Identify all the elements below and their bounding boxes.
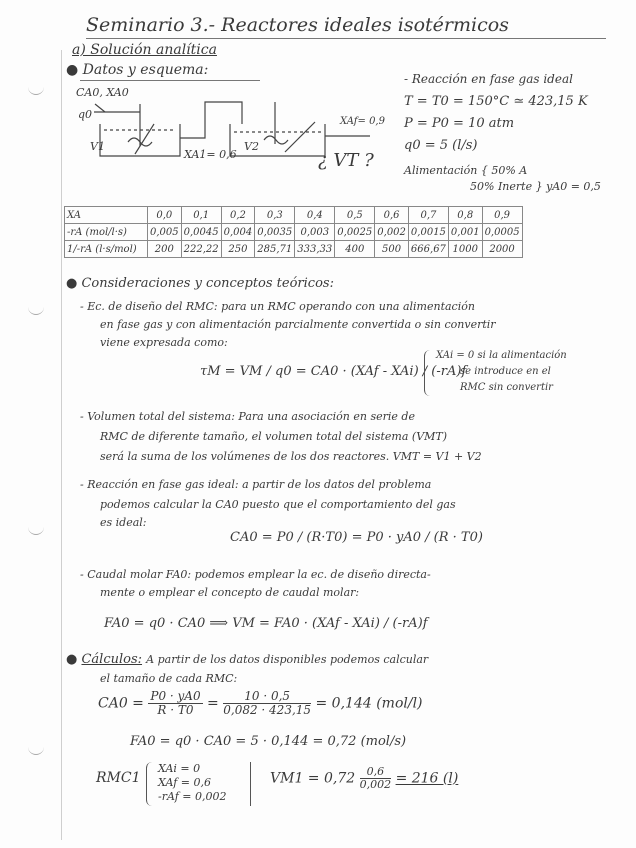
text-line: en fase gas y con alimentación parcialmente convertida o sin convertir <box>100 318 496 331</box>
binder-ring-icon <box>28 526 44 535</box>
note-temperature: T = T0 = 150°C ≃ 423,15 K <box>404 94 588 109</box>
text-line: viene expresada como: <box>100 336 228 349</box>
v2-label: V2 <box>244 140 259 153</box>
datos-heading: ● Datos y esquema: <box>66 62 209 78</box>
text-line: podemos calcular la CA0 puesto que el comportamiento del gas <box>100 498 456 511</box>
note-feed-a: Alimentación { 50% A <box>404 164 528 177</box>
binder-ring-icon <box>28 306 44 315</box>
side-note: se introduce en el <box>460 366 551 377</box>
vt-question: ¿ VT ? <box>318 150 374 171</box>
text-line: será la suma de los volúmenes de los dos reactores. VMT = V1 + V2 <box>100 450 482 463</box>
side-note: XAi = 0 si la alimentación <box>436 350 567 361</box>
text-line: - Caudal molar FA0: podemos emplear la ec. de diseño directa- <box>80 568 431 581</box>
note-flow: q0 = 5 (l/s) <box>404 138 478 153</box>
rmc1-label: RMC1 <box>96 770 141 786</box>
inv-header: 1/-rA (l·s/mol) <box>65 241 148 258</box>
reactor-scheme-diagram <box>70 84 390 196</box>
vm1-calculation: VM1 = 0,72 $\frac{0,6}{0,002}$ = 216 (l) <box>270 765 459 792</box>
table-row: 1/-rA (l·s/mol) 200 222,22 250 285,71 333,33 400 500 666,67 1000 2000 <box>65 241 523 258</box>
rmc1-condition: XAf = 0,6 <box>158 776 211 789</box>
text-line: es ideal: <box>100 516 147 529</box>
text-line: - Volumen total del sistema: Para una asociación en serie de <box>80 410 415 423</box>
side-note: RMC sin convertir <box>460 382 553 393</box>
section-heading: a) Solución analítica <box>72 42 217 58</box>
note-reaction: - Reacción en fase gas ideal <box>404 72 573 86</box>
text-line: el tamaño de cada RMC: <box>100 672 238 685</box>
equation-fa0: FA0 = q0 · CA0 ⟹ VM = FA0 · (XAf - XAi) / (-rA)f <box>104 616 428 631</box>
binder-ring-icon <box>28 746 44 755</box>
page-title: Seminario 3.- Reactores ideales isotérmicos <box>86 14 509 36</box>
equation-ca0: CA0 = P0 / (R·T0) = P0 · yA0 / (R · T0) <box>230 530 483 545</box>
text-line: - Reacción en fase gas ideal: a partir de los datos del problema <box>80 478 432 491</box>
text-line: RMC de diferente tamaño, el volumen total del sistema (VMT) <box>100 430 448 443</box>
rmc1-condition: XAi = 0 <box>158 762 201 775</box>
q0-label: q0 <box>78 108 93 121</box>
fa0-calculation: FA0 = q0 · CA0 = 5 · 0,144 = 0,72 (mol/s) <box>130 734 407 749</box>
v1-label: V1 <box>90 140 105 153</box>
note-feed-inert: 50% Inerte } yA0 = 0,5 <box>470 180 601 193</box>
kinetic-data-table <box>64 206 523 258</box>
note-pressure: P = P0 = 10 atm <box>404 116 515 131</box>
ca0-calculation: CA0 = $\frac{P0 \cdot yA0}{R \cdot T0}$ = $\frac{10 \cdot 0,5}{0,082 \cdot 423,15}$ = 0,144 (mol/l) <box>98 689 423 718</box>
equation-tau: τM = VM / q0 = CA0 · (XAf - XAi) / (-rA)f <box>200 364 467 379</box>
text-line: - Ec. de diseño del RMC: para un RMC operando con una alimentación <box>80 300 475 313</box>
cao-xao-label: CA0, XA0 <box>76 86 129 99</box>
xa1-label: XA1= 0,6 <box>184 148 237 161</box>
calculos-heading: ● Cálculos: A partir de los datos disponibles podemos calcular <box>66 652 429 667</box>
xaf-label: XAf= 0,9 <box>340 116 385 127</box>
margin-line <box>61 50 62 840</box>
rmc1-condition: -rAf = 0,002 <box>158 790 227 803</box>
binder-ring-icon <box>28 86 44 95</box>
text-line: mente o emplear el concepto de caudal molar: <box>100 586 360 599</box>
table-row: XA 0,0 0,1 0,2 0,3 0,4 0,5 0,6 0,7 0,8 0,9 <box>65 207 523 224</box>
consideraciones-heading: ● Consideraciones y conceptos teóricos: <box>66 276 334 291</box>
table-row: -rA (mol/l·s) 0,005 0,0045 0,004 0,0035 0,003 0,0025 0,002 0,0015 0,001 0,0005 <box>65 224 523 241</box>
ra-header: -rA (mol/l·s) <box>65 224 148 241</box>
xa-header: XA <box>65 207 148 224</box>
